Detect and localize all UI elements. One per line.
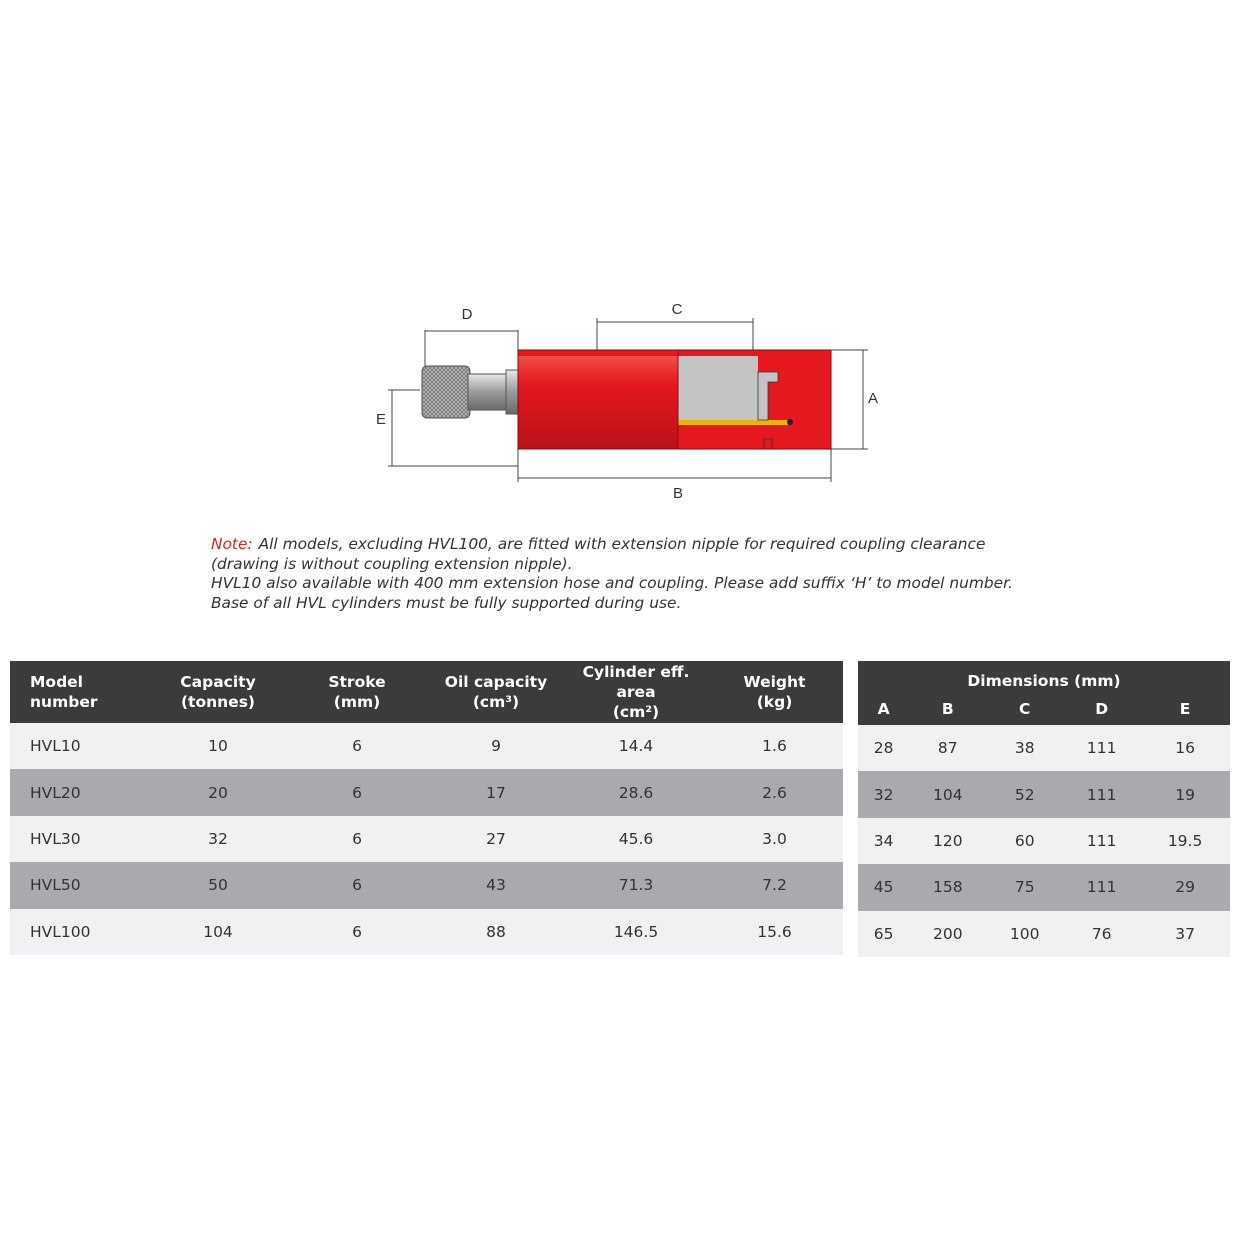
dim-header-row xyxy=(858,698,1230,725)
cell-stroke: 6 xyxy=(288,816,426,862)
table-row xyxy=(10,723,843,769)
header-dim-d: D xyxy=(1063,698,1140,725)
note-text-1: All models, excluding HVL100, are fitted with extension nipple for required coupling clearance xyxy=(258,535,986,553)
cell-oil: 88 xyxy=(426,909,566,955)
cell-model: HVL30 xyxy=(10,816,148,862)
cell-area: 28.6 xyxy=(566,769,706,815)
header-model: Model number xyxy=(10,661,148,723)
cell-area: 45.6 xyxy=(566,816,706,862)
cell-dim-e: 37 xyxy=(1140,911,1230,957)
cell-area: 71.3 xyxy=(566,862,706,908)
header-dim-e: E xyxy=(1140,698,1230,725)
coupling xyxy=(422,366,518,418)
header-weight: Weight (kg) xyxy=(706,661,843,723)
cell-weight: 7.2 xyxy=(706,862,843,908)
cell-area: 146.5 xyxy=(566,909,706,955)
cell-oil: 17 xyxy=(426,769,566,815)
note-line-2: (drawing is without coupling extension nipple). xyxy=(211,554,573,573)
cell-dim-b: 87 xyxy=(909,725,986,771)
cell-dim-d: 111 xyxy=(1063,725,1140,771)
table-row xyxy=(858,864,1230,910)
cell-weight: 15.6 xyxy=(706,909,843,955)
table-row xyxy=(10,862,843,908)
cell-dim-a: 65 xyxy=(858,911,909,957)
cell-dim-c: 75 xyxy=(986,864,1063,910)
table-row xyxy=(858,818,1230,864)
header-dim-b: B xyxy=(909,698,986,725)
header-oil-capacity: Oil capacity (cm³) xyxy=(426,661,566,723)
cell-dim-b: 104 xyxy=(909,771,986,817)
header-capacity: Capacity (tonnes) xyxy=(148,661,288,723)
table-row xyxy=(10,769,843,815)
label-b: B xyxy=(672,485,684,502)
cell-dim-c: 38 xyxy=(986,725,1063,771)
cell-stroke: 6 xyxy=(288,769,426,815)
cell-weight: 3.0 xyxy=(706,816,843,862)
label-c: C xyxy=(671,301,683,318)
cell-dim-e: 19 xyxy=(1140,771,1230,817)
cell-capacity: 104 xyxy=(148,909,288,955)
header-dim-a: A xyxy=(858,698,909,725)
cell-model: HVL10 xyxy=(10,723,148,769)
cell-dim-a: 28 xyxy=(858,725,909,771)
cell-model: HVL20 xyxy=(10,769,148,815)
cell-model: HVL100 xyxy=(10,909,148,955)
cell-dim-e: 16 xyxy=(1140,725,1230,771)
table-row xyxy=(10,909,843,955)
header-cylinder-area: Cylinder eff. area (cm²) xyxy=(566,661,706,723)
label-a: A xyxy=(867,390,879,407)
cell-dim-a: 34 xyxy=(858,818,909,864)
table-row xyxy=(858,771,1230,817)
header-dim-c: C xyxy=(986,698,1063,725)
cell-area: 14.4 xyxy=(566,723,706,769)
cylinder-drawing xyxy=(360,290,900,510)
note-label: Note: xyxy=(211,535,253,553)
cell-dim-d: 111 xyxy=(1063,864,1140,910)
cylinder-body xyxy=(518,350,831,449)
table-row xyxy=(10,816,843,862)
cell-stroke: 6 xyxy=(288,862,426,908)
cell-dim-b: 120 xyxy=(909,818,986,864)
note-block xyxy=(211,535,1171,613)
cell-stroke: 6 xyxy=(288,909,426,955)
specification-table xyxy=(10,661,843,955)
cell-stroke: 6 xyxy=(288,723,426,769)
cell-oil: 43 xyxy=(426,862,566,908)
note-line-1 xyxy=(211,535,1171,555)
cell-dim-a: 32 xyxy=(858,771,909,817)
cell-dim-c: 100 xyxy=(986,911,1063,957)
cell-oil: 9 xyxy=(426,723,566,769)
cell-weight: 2.6 xyxy=(706,769,843,815)
cell-dim-e: 19.5 xyxy=(1140,818,1230,864)
cell-dim-b: 200 xyxy=(909,911,986,957)
cell-capacity: 50 xyxy=(148,862,288,908)
cell-capacity: 32 xyxy=(148,816,288,862)
note-line-4: Base of all HVL cylinders must be fully supported during use. xyxy=(211,593,682,612)
dimensions-table xyxy=(858,661,1230,957)
label-d: D xyxy=(461,306,473,323)
cell-dim-d: 76 xyxy=(1063,911,1140,957)
cell-capacity: 10 xyxy=(148,723,288,769)
cell-dim-e: 29 xyxy=(1140,864,1230,910)
table-row xyxy=(858,911,1230,957)
label-e: E xyxy=(375,411,387,428)
table-row xyxy=(858,725,1230,771)
cell-weight: 1.6 xyxy=(706,723,843,769)
cell-dim-d: 111 xyxy=(1063,771,1140,817)
cell-dim-d: 111 xyxy=(1063,818,1140,864)
cell-dim-a: 45 xyxy=(858,864,909,910)
note-line-3: HVL10 also available with 400 mm extension hose and coupling. Please add suffix ‘H’ to model number. xyxy=(211,574,1013,593)
cell-model: HVL50 xyxy=(10,862,148,908)
cell-oil: 27 xyxy=(426,816,566,862)
spec-header-row xyxy=(10,661,843,723)
header-stroke: Stroke (mm) xyxy=(288,661,426,723)
dim-title-row xyxy=(858,661,1230,698)
dimensions-title: Dimensions (mm) xyxy=(858,661,1230,698)
cell-dim-b: 158 xyxy=(909,864,986,910)
cell-dim-c: 52 xyxy=(986,771,1063,817)
cell-dim-c: 60 xyxy=(986,818,1063,864)
cell-capacity: 20 xyxy=(148,769,288,815)
